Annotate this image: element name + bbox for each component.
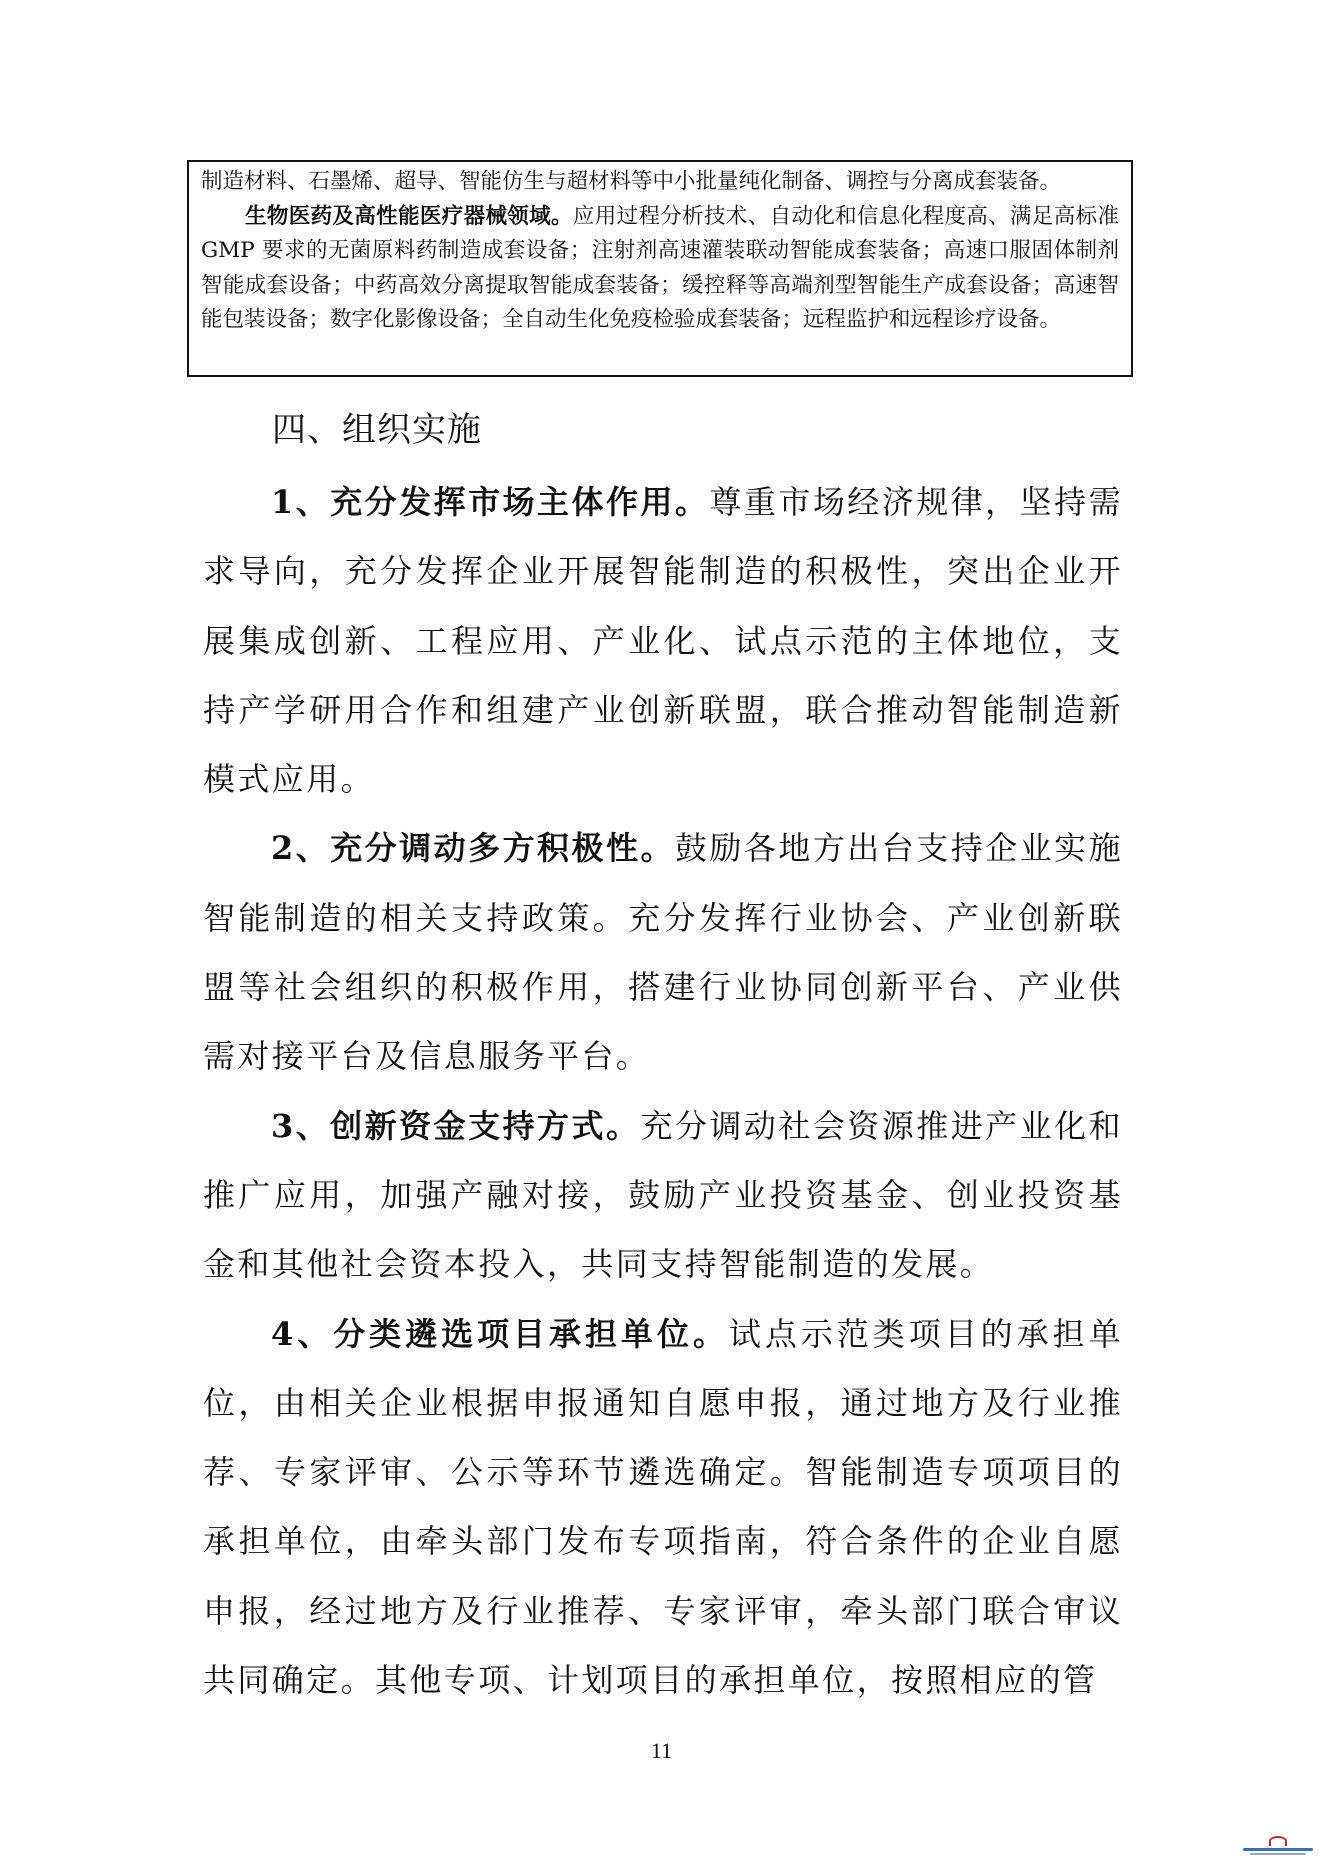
paragraph-lead: 1、充分发挥市场主体作用。 (271, 483, 710, 521)
paragraph-item-4 (203, 1300, 1123, 1716)
paragraph-item-2 (203, 814, 1123, 1091)
logo-bar-icon (1243, 1848, 1313, 1851)
section-body (203, 468, 1123, 1715)
paragraph-text: 试点示范类项目的承担单位，由相关企业根据申报通知自愿申报，通过地方及行业推荐、专家评审、公示等环节遴选确定。智能制造专项项目的承担单位，由牵头部门发布专项指南，符合条件的企业自愿申报，经过地方及行业推荐、专家评审，牵头部门联合审议共同确定。其他专项、计划项目的承担单位，按照相应的管 (203, 1314, 1123, 1700)
paragraph-lead: 2、充分调动多方积极性。 (271, 829, 675, 868)
page-number: 11 (650, 1738, 673, 1763)
paragraph-lead: 4、分类遴选项目承担单位。 (271, 1314, 729, 1353)
box-bio-lead: 生物医药及高性能医疗器械领域。 (245, 203, 573, 229)
logo-arc-icon (1269, 1836, 1287, 1846)
box-bio-text: 应用过程分析技术、自动化和信息化程度高、满足高标准 GMP 要求的无菌原料药制造成套设备；注射剂高速灌装联动智能成套装备；高速口服固体制剂智能成套设备；中药高效分离提取智能成套装备；缓控释等高端剂型智能生产成套设备；高速智能包装设备；数字化影像设备；全自动生化免疫检验成套装备；远程监护和远程诊疗设备。 (201, 203, 1119, 333)
box-bio-paragraph (201, 200, 1119, 338)
box-continued-line: 制造材料、石墨烯、超导、智能仿生与超材料等中小批量纯化制备、调控与分离成套装备。 (201, 169, 1062, 194)
paragraph-lead: 3、创新资金支持方式。 (271, 1106, 641, 1145)
paragraph-item-1 (203, 468, 1123, 814)
section-heading: 四、组织实施 (272, 410, 482, 450)
paragraph-item-3 (203, 1092, 1123, 1300)
site-logo-icon (1238, 1836, 1318, 1864)
paragraph-text: 充分调动社会资源推进产业化和推广应用，加强产融对接，鼓励产业投资基金、创业投资基金和其他社会资本投入，共同支持智能制造的发展。 (203, 1106, 1124, 1284)
paragraph-text: 鼓励各地方出台支持企业实施智能制造的相关支持政策。充分发挥行业协会、产业创新联盟等社会组织的积极作用，搭建行业协同创新平台、产业供需对接平台及信息服务平台。 (203, 829, 1123, 1076)
logo-subbar-icon (1250, 1853, 1306, 1855)
paragraph-text: 尊重市场经济规律，坚持需求导向，充分发挥企业开展智能制造的积极性，突出企业开展集成创新、工程应用、产业化、试点示范的主体地位，支持产学研用合作和组建产业创新联盟，联合推动智能制造新模式应用。 (203, 483, 1123, 799)
equipment-list-box (187, 160, 1133, 377)
